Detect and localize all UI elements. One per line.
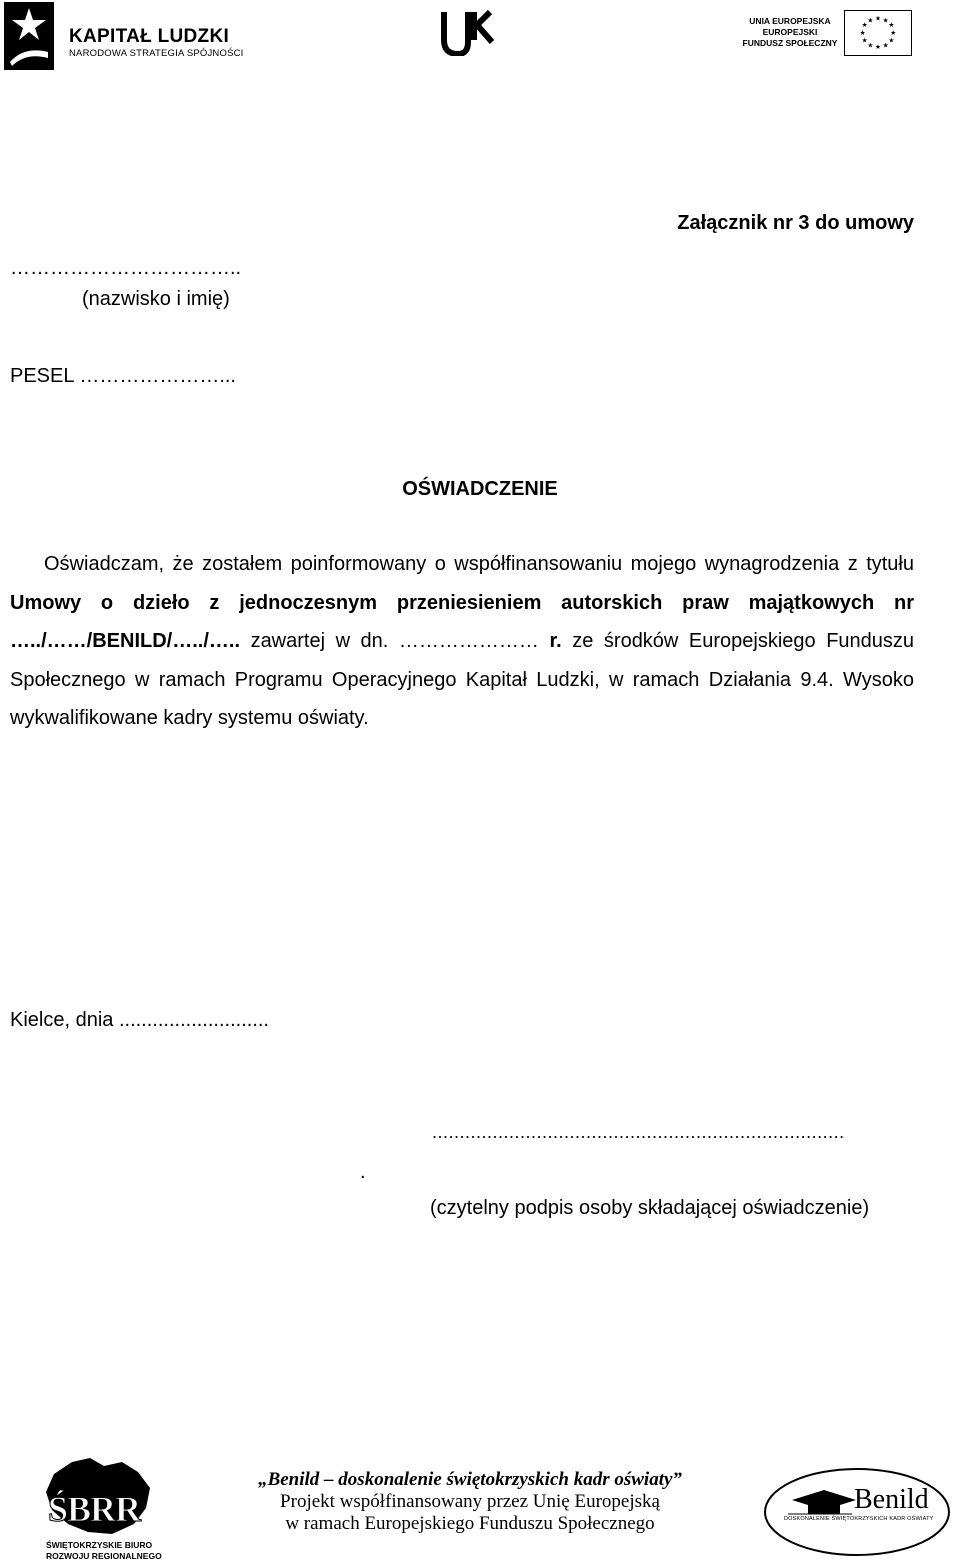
svg-text:★: ★ — [882, 16, 889, 25]
kapital-ludzki-subtitle: NARODOWA STRATEGIA SPÓJNOŚCI — [69, 48, 244, 59]
contract-date-label: zawartej w dn. — [250, 630, 389, 652]
eu-logo-text — [742, 16, 838, 49]
sbrr-logo — [42, 1458, 162, 1563]
annex-label: Załącznik nr 3 do umowy — [677, 212, 914, 234]
year-suffix: r. — [549, 630, 562, 652]
svg-text:★: ★ — [861, 21, 868, 30]
contract-date-fill: ………………… — [398, 630, 539, 652]
funding-source-text: ze środków Europejskiego Funduszu Społecznego w ramach Programu Operacyjnego Kapitał Ludzki, w ramach Działania 9.4. Wysoko wykwalifikowane kadry systemu oświaty. — [10, 630, 915, 729]
benild-logo — [762, 1466, 952, 1558]
declaration-text — [10, 545, 914, 738]
svg-text:★: ★ — [888, 36, 895, 45]
pesel-fill-line: …………………... — [79, 365, 236, 387]
svg-text:★: ★ — [867, 16, 874, 25]
declaration-intro: Oświadczam, że zostałem poinformowany o współfinansowaniu mojego wynagrodzenia z tytułu — [44, 553, 914, 575]
sbrr-name-line1: ŚWIĘTOKRZYSKIE BIURO — [46, 1540, 153, 1550]
eu-flag-icon — [844, 10, 912, 56]
svg-text:★: ★ — [861, 36, 868, 45]
pesel-row — [10, 364, 236, 388]
signature-fill-line: ........................................................................... — [432, 1122, 845, 1142]
eu-social-fund-logo — [742, 10, 914, 60]
eu-line: FUNDUSZ SPOŁECZNY — [742, 38, 838, 48]
kapital-ludzki-logo — [4, 2, 244, 72]
document-title: OŚWIADCZENIE — [402, 478, 558, 500]
declaration-paragraph — [10, 545, 914, 738]
kapital-ludzki-title: KAPITAŁ LUDZKI — [69, 26, 230, 47]
footer-cofinancing: Projekt współfinansowany przez Unię Europejską — [280, 1491, 660, 1512]
sbrr-name-line2: ROZWOJU REGIONALNEGO — [46, 1551, 162, 1561]
pesel-label: PESEL — [10, 365, 74, 387]
svg-text:★: ★ — [875, 43, 881, 52]
eu-line: UNIA EUROPEJSKA — [749, 16, 831, 26]
benild-logo-subtitle: DOSKONALENIE ŚWIĘTOKRZYSKICH KADR OŚWIATY — [784, 1516, 934, 1522]
svg-text:★: ★ — [888, 21, 895, 30]
svg-text:★: ★ — [875, 14, 881, 23]
sbrr-logo-text: ŚBRR — [48, 1489, 141, 1529]
eu-line: EUROPEJSKI — [762, 27, 818, 37]
signature-dot: . — [360, 1161, 366, 1183]
benild-logo-word: Benild — [854, 1484, 929, 1515]
contract-type: Umowy o dzieło z jednoczesnym przeniesieniem autorskich praw majątkowych nr …../……/BENILD/…../….. — [10, 591, 914, 652]
svg-text:★: ★ — [867, 41, 874, 50]
name-caption: (nazwisko i imię) — [82, 288, 230, 310]
svg-text:★: ★ — [882, 41, 889, 50]
uk-university-logo — [440, 10, 496, 56]
kapital-ludzki-emblem-icon — [4, 2, 54, 70]
footer-fund: w ramach Europejskiego Funduszu Społecznego — [285, 1513, 655, 1534]
footer-project-name: „Benild – doskonalenie świętokrzyskich kadr oświaty” — [258, 1469, 682, 1490]
place-date-line: Kielce, dnia ........................... — [10, 1009, 269, 1031]
svg-text:★: ★ — [890, 28, 897, 37]
svg-text:★: ★ — [859, 28, 866, 37]
footer-project-info — [210, 1469, 730, 1535]
signature-caption: (czytelny podpis osoby składającej oświadczenie) — [430, 1197, 870, 1219]
name-fill-line: …………………………….. — [10, 257, 242, 279]
